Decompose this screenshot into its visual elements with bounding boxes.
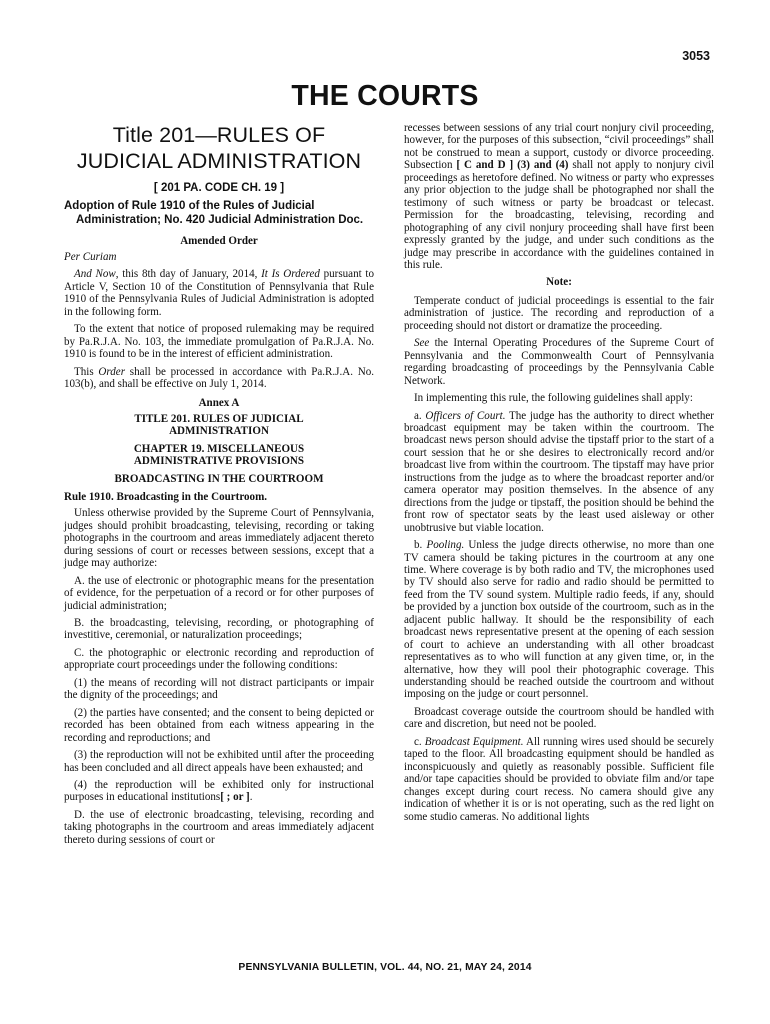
paragraph-2: (2) the parties have consented; and the consent to being depicted or recorded has been obtained from each witness appearing in the recording and reproductions; and bbox=[64, 706, 374, 744]
title-201-heading: TITLE 201. RULES OF JUDICIAL ADMINISTRATION bbox=[134, 412, 304, 437]
paragraph-b: B. the broadcasting, televising, recording, or photographing of investitive, ceremonial, or naturalization proceedings; bbox=[64, 616, 374, 642]
paragraph-pooling: b. Pooling. Unless the judge directs otherwise, no more than one TV camera should be taking pictures in the courtroom at any one time. Where coverage is by both radio and TV, the microphones used by TV should also serve for radio and radio should be permitted to feed from the TV sound system. Multiple radio feeds, if any, should be provided by a junction box outside of the courtroom, such as in the adjacent public hallway. It should be the responsibility of each broadcast news representative present at the opening of each session of court to achieve an understanding with all other broadcast representatives as to who will function at any given time, or, in the alternative, how they will pool their photographic coverage. This understanding should be reached outside the courtroom and without imposing on the judge or court personnel. bbox=[404, 539, 714, 701]
paragraph-see: See the Internal Operating Procedures of the Supreme Court of Pennsylvania and the Commonwealth Court of Pennsylvania regarding broadcasting of proceedings by the Pennsylvania Cable Network. bbox=[404, 337, 714, 387]
footer-citation: PENNSYLVANIA BULLETIN, VOL. 44, NO. 21, MAY 24, 2014 bbox=[238, 962, 532, 973]
section-title: THE COURTS bbox=[291, 80, 479, 112]
paragraph-temperate: Temperate conduct of judicial proceedings is essential to the fair administration of justice. The recording and reproduction of a proceeding should not distort or dramatize the proceeding. bbox=[404, 294, 714, 332]
paragraph-unless: Unless otherwise provided by the Supreme Court of Pennsylvania, judges should prohibit broadcasting, televising, recording or taking photographs in the courtroom and areas immediately adjacent thereto during sessions of court or recesses between sessions, except that a judge may authorize: bbox=[64, 507, 374, 570]
right-column bbox=[404, 122, 714, 828]
document-title: Title 201—RULES OF JUDICIAL ADMINISTRATION bbox=[76, 123, 362, 173]
paragraph-recesses: recesses between sessions of any trial court nonjury civil proceeding, however, for the purposes of this subsection, “civil proceedings” shall not be construed to mean a support, custody or divorce proceeding. Subsection [ C and D ] (3) and (4) shall not apply to nonjury civil proceedings as heretofore defined. No witness or party who expresses any prior objection to the judge shall be photographed nor shall the testimony of such witness or party be broadcast or telecast. Permission for the broadcasting, televising, recording and photographing of any civil nonjury proceeding shall have first been expressly granted by the judge, and under such conditions as the judge may prescribe in accordance with the guidelines contained in this rule. bbox=[404, 122, 715, 271]
adoption-heading: Adoption of Rule 1910 of the Rules of Judicial Administration; No. 420 Judicial Administration Doc. bbox=[64, 200, 364, 227]
broadcasting-heading: BROADCASTING IN THE COURTROOM bbox=[114, 472, 324, 485]
annex-heading: Annex A bbox=[198, 397, 240, 410]
paragraph-a: A. the use of electronic or photographic means for the presentation of evidence, for the perpetuation of a record or for other purposes of judicial administration; bbox=[64, 574, 374, 612]
paragraph-equipment: c. Broadcast Equipment. All running wires used should be securely taped to the floor. All broadcasting equipment should be handled as inconspicuously and quietly as reasonably possible. Sufficient file and/or tape capacities should be provided to obviate film and/or tape changes except during court recess. No camera should give any indication of whether it is or is not operating, such as the red light on some studio cameras. No additional lights bbox=[404, 735, 714, 823]
paragraph-implementing: In implementing this rule, the following guidelines shall apply: bbox=[414, 392, 693, 405]
left-column bbox=[64, 120, 374, 851]
paragraph-c: C. the photographic or electronic recording and reproduction of appropriate court proceedings under the following conditions: bbox=[64, 646, 374, 672]
amended-order-heading: Amended Order bbox=[180, 235, 258, 248]
paragraph-and-now: And Now, this 8th day of January, 2014, It Is Ordered pursuant to Article V, Section 10 of the Constitution of Pennsylvania that Rule 1910 of the Pennsylvania Rules of Judicial Administration is adopted in the following form. bbox=[64, 268, 374, 318]
paragraph-extent: To the extent that notice of proposed rulemaking may be required by Pa.R.J.A. No. 103, the immediate promulgation of Pa.R.J.A. No. 1910 is found to be in the interest of efficient administration. bbox=[64, 323, 374, 361]
rule-heading: Rule 1910. Broadcasting in the Courtroom. bbox=[64, 490, 268, 503]
paragraph-1: (1) the means of recording will not distract participants or impair the dignity of the proceedings; and bbox=[64, 676, 374, 702]
chapter-heading: CHAPTER 19. MISCELLANEOUS ADMINISTRATIVE PROVISIONS bbox=[133, 442, 305, 467]
paragraph-officers: a. Officers of Court. The judge has the authority to direct whether broadcast equipment may be taken within the courtroom. The broadcast news person should advise the tipstaff prior to the start of a court session that he or she desires to electronically record and/or broadcast live from within the courtroom. The tipstaff may have prior instructions from the judge as to where the broadcast reporter and/or camera operator may position themselves. In the absence of any directions from the judge or tipstaff, the position should be behind the front row of spectator seats by the least used aisleway or other unobtrusive but viable location. bbox=[404, 409, 714, 534]
per-curiam: Per Curiam bbox=[64, 250, 117, 263]
pa-code-reference: [ 201 PA. CODE CH. 19 ] bbox=[153, 182, 285, 194]
paragraph-coverage: Broadcast coverage outside the courtroom should be handled with care and discretion, but need not be pooled. bbox=[404, 705, 714, 731]
note-heading: Note: bbox=[546, 276, 572, 289]
paragraph-d: D. the use of electronic broadcasting, televising, recording and taking photographs in the courtroom and areas immediately adjacent thereto during sessions of court or bbox=[64, 808, 374, 846]
paragraph-3: (3) the reproduction will not be exhibited until after the proceeding has been concluded and all direct appeals have been exhausted; and bbox=[64, 749, 374, 774]
paragraph-4: (4) the reproduction will be exhibited only for instructional purposes in educational institutions[ ; or ]. bbox=[64, 778, 374, 804]
page-number: 3053 bbox=[682, 49, 710, 63]
paragraph-this-order: This Order shall be processed in accordance with Pa.R.J.A. No. 103(b), and shall be effective on July 1, 2014. bbox=[64, 365, 374, 390]
